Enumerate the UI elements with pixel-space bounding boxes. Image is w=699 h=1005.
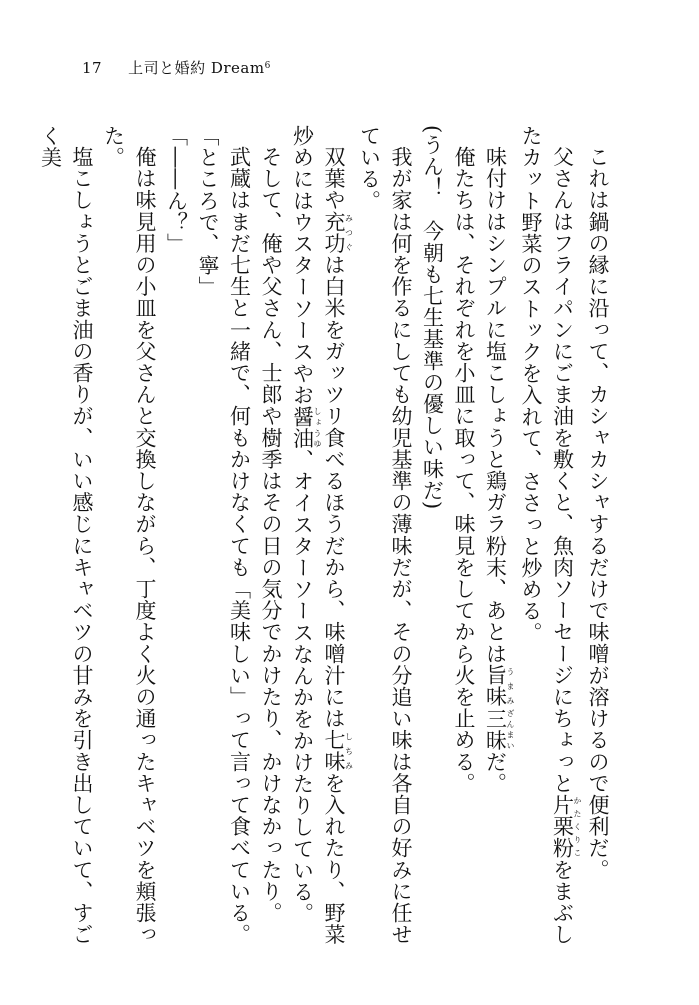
text-segment: を入れたり、野菜炒めにはウスターソースやお xyxy=(290,125,346,946)
text-segment: 塩こしょうとごま油の香りが、いい感じにキャベツの甘みを引き出していて、すごく美 xyxy=(38,125,94,946)
paragraph xyxy=(448,125,480,963)
ruby-annotated-word xyxy=(483,707,515,751)
furigana: ざんまい xyxy=(506,707,515,751)
paragraph xyxy=(479,125,515,963)
furigana: うまみ xyxy=(506,664,515,708)
ruby-annotated-word xyxy=(322,729,354,773)
ruby-base: 七味 xyxy=(322,729,346,773)
paragraph xyxy=(515,125,582,963)
text-segment: 味付けはシンプルに塩こしょうと鶏ガラ粉末、あとは xyxy=(483,146,508,665)
paragraph xyxy=(582,125,614,963)
text-segment: 武蔵はまだ七生と一緒で、何もかけなくても「美味しい」って言って食べている。 xyxy=(227,146,252,946)
text-segment: 「――ん？」 xyxy=(164,125,189,255)
volume-number: 6 xyxy=(264,61,271,71)
ruby-annotated-word xyxy=(322,210,354,255)
paragraph xyxy=(255,125,287,963)
book-title: 上司と婚約 Dream xyxy=(128,59,265,77)
text-segment: は白米をガッツリ食べるほうだから、味噌汁には xyxy=(322,254,346,730)
vertical-text-body xyxy=(38,125,613,963)
furigana: しちみ xyxy=(344,729,354,773)
paragraph xyxy=(286,125,353,963)
paragraph xyxy=(192,125,224,963)
furigana: しょうゆ xyxy=(313,405,322,449)
ruby-base: 片栗粉 xyxy=(550,794,575,859)
paragraph xyxy=(353,125,416,963)
page-number: 17 xyxy=(82,59,103,77)
ruby-base: 醤油 xyxy=(290,405,315,450)
text-segment: をまぶしたカット野菜のストックを入れて、ささっと炒める。 xyxy=(519,125,575,946)
text-segment: 、オイスターソースなんかをかけたりしている。 xyxy=(290,449,315,925)
text-segment: 双葉や xyxy=(322,146,346,211)
paragraph xyxy=(34,125,97,963)
paragraph xyxy=(97,125,160,963)
text-segment: 「ところで、寧」 xyxy=(196,125,220,298)
text-segment: (うん！ 今朝も七生基準の優しい味だ) xyxy=(420,125,445,510)
ruby-base: 旨味 xyxy=(483,664,508,708)
text-segment: そして、俺や父さん、士郎や樹季はその日の気分でかけたり、かけなかったり。 xyxy=(259,146,283,924)
text-segment: 我が家は何を作るにしても幼児基準の薄味だが、その分追い味は各自の好みに任せている。 xyxy=(357,125,413,946)
furigana: みつぐ xyxy=(344,210,354,254)
ruby-base: 三昧 xyxy=(483,707,508,751)
running-head xyxy=(82,58,271,78)
paragraph xyxy=(160,125,192,963)
text-segment: 俺たちは、それぞれを小皿に取って、味見をしてから火を止める。 xyxy=(452,146,476,794)
paragraph xyxy=(223,125,255,963)
ruby-annotated-word xyxy=(550,794,582,859)
ruby-annotated-word xyxy=(290,405,322,450)
ruby-annotated-word xyxy=(483,664,515,708)
paragraph xyxy=(416,125,448,963)
text-segment: これは鍋の縁に沿って、カシャカシャするだけで味噌が溶けるので便利だ。 xyxy=(586,146,610,881)
text-segment: だ。 xyxy=(483,750,508,795)
text-segment: 俺は味見用の小皿を父さんと交換しながら、丁度よく火の通ったキャベツを頬張った。 xyxy=(101,125,157,946)
furigana: かたくりこ xyxy=(573,794,582,859)
ruby-base: 充功 xyxy=(322,210,346,255)
text-segment: 父さんはフライパンにごま油を敷くと、魚肉ソーセージにちょっと xyxy=(550,146,575,794)
